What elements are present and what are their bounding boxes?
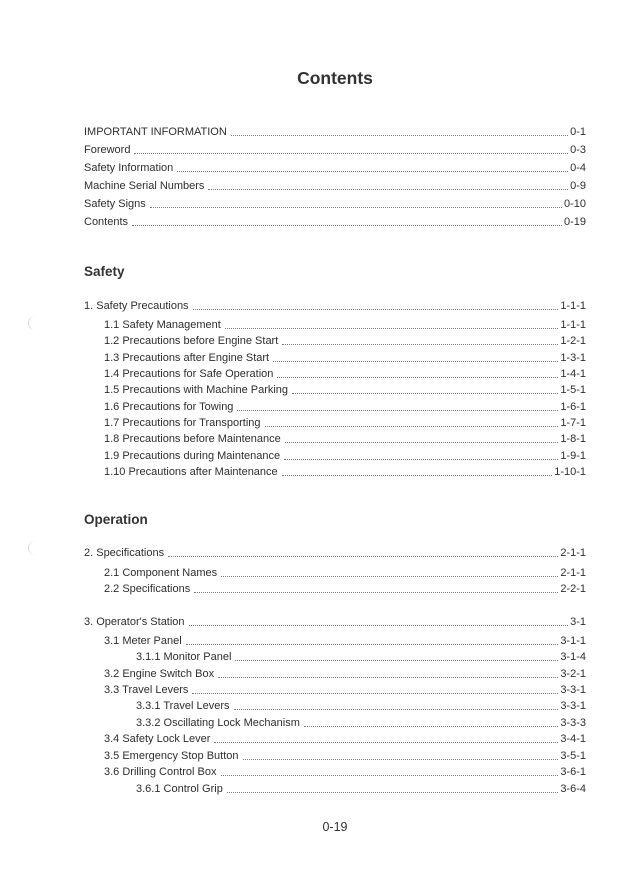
toc-entry-page: 3-5-1	[560, 750, 586, 762]
toc-entry-title: 3.6 Drilling Control Box	[104, 766, 217, 778]
dot-leader	[168, 555, 558, 557]
toc-entry-title: 2. Specifications	[84, 547, 165, 559]
dot-leader	[186, 643, 559, 645]
toc-entry	[84, 545, 586, 560]
toc-entry-page: 3-3-1	[560, 684, 586, 696]
toc-entry-page: 0-10	[563, 198, 586, 210]
toc-entry-page: 1-4-1	[560, 368, 586, 380]
toc-entry	[104, 731, 586, 746]
toc-entry-title: 1.8 Precautions before Maintenance	[104, 433, 281, 445]
toc-entry	[84, 298, 586, 313]
toc-entry-page: 2-1-1	[560, 547, 586, 559]
toc-entry-title: 3. Operator's Station	[84, 616, 185, 628]
toc-entry-title: Foreword	[84, 144, 131, 156]
toc-entry-title: 3.4 Safety Lock Lever	[104, 733, 211, 745]
toc-entry-title: 3.1.1 Monitor Panel	[136, 651, 232, 663]
toc-entry-page: 1-7-1	[560, 417, 586, 429]
toc-entry-title: 3.3 Travel Levers	[104, 684, 189, 696]
toc-entry	[104, 350, 586, 365]
toc-entry	[136, 698, 586, 713]
toc-entry-page: 1-5-1	[560, 384, 586, 396]
section-heading-operation: Operation	[84, 512, 148, 527]
toc-entry-title: 2.2 Specifications	[104, 583, 191, 595]
dot-leader	[231, 134, 568, 136]
toc-entry	[136, 649, 586, 664]
dot-leader	[150, 206, 562, 208]
dot-leader	[177, 170, 568, 172]
toc-entry	[104, 748, 586, 763]
dot-leader	[194, 591, 558, 593]
toc-entry-page: 3-1	[570, 616, 586, 628]
toc-entry-title: Machine Serial Numbers	[84, 180, 205, 192]
toc-entry	[104, 448, 586, 463]
dot-leader	[218, 676, 558, 678]
toc-entry-title: 3.1 Meter Panel	[104, 635, 182, 647]
toc-entry-title: Safety Information	[84, 162, 174, 174]
toc-entry-page: 1-1-1	[560, 319, 586, 331]
toc-entry-page: 3-1-1	[560, 635, 586, 647]
toc-entry-title: 2.1 Component Names	[104, 567, 218, 579]
toc-entry-title: 1.6 Precautions for Towing	[104, 401, 234, 413]
dot-leader	[292, 392, 558, 394]
page-number: 0-19	[322, 820, 348, 834]
dot-leader	[221, 774, 559, 776]
toc-entry	[136, 715, 586, 730]
toc-entry-page: 1-9-1	[560, 450, 586, 462]
toc-entry-title: 3.6.1 Control Grip	[136, 783, 223, 795]
toc-entry	[84, 614, 586, 629]
toc-entry-title: 3.5 Emergency Stop Button	[104, 750, 239, 762]
toc-entry-page: 0-9	[570, 180, 586, 192]
toc-entry-title: 3.2 Engine Switch Box	[104, 668, 215, 680]
toc-entry-page: 3-3-1	[560, 700, 586, 712]
toc-entry-title: 1. Safety Precautions	[84, 300, 189, 312]
dot-leader	[284, 458, 558, 460]
toc-entry	[104, 581, 586, 596]
dot-leader	[273, 360, 558, 362]
toc-entry-page: 0-19	[563, 216, 586, 228]
toc-entry	[104, 317, 586, 332]
toc-entry-page: 1-3-1	[560, 352, 586, 364]
toc-entry-page: 1-8-1	[560, 433, 586, 445]
toc-entry-title: 1.7 Precautions for Transporting	[104, 417, 261, 429]
dot-leader	[304, 725, 558, 727]
toc-entry-title: 1.5 Precautions with Machine Parking	[104, 384, 289, 396]
toc-entry	[104, 565, 586, 580]
dot-leader	[132, 224, 562, 226]
toc-entry	[104, 382, 586, 397]
toc-entry	[136, 781, 586, 796]
dot-leader	[243, 758, 559, 760]
dot-leader	[237, 409, 558, 411]
dot-leader	[282, 343, 558, 345]
section-heading-safety: Safety	[84, 264, 125, 279]
toc-entry-page: 2-1-1	[560, 567, 586, 579]
toc-entry-page: 0-1	[570, 126, 586, 138]
toc-entry-page: 1-1-1	[560, 300, 586, 312]
toc-entry	[104, 682, 586, 697]
toc-entry-page: 3-3-3	[560, 717, 586, 729]
toc-entry	[104, 764, 586, 779]
dot-leader	[208, 188, 568, 190]
toc-entry	[104, 366, 586, 381]
dot-leader	[285, 441, 559, 443]
toc-entry	[84, 124, 586, 139]
toc-entry-page: 3-6-1	[560, 766, 586, 778]
dot-leader	[193, 308, 559, 310]
toc-entry-page: 0-4	[570, 162, 586, 174]
toc-entry-page: 1-6-1	[560, 401, 586, 413]
toc-entry-page: 3-2-1	[560, 668, 586, 680]
toc-entry-page: 3-6-4	[560, 783, 586, 795]
toc-entry	[84, 160, 586, 175]
dot-leader	[235, 659, 558, 661]
toc-entry-title: Safety Signs	[84, 198, 146, 210]
toc-entry-page: 3-4-1	[560, 733, 586, 745]
page-title: Contents	[297, 68, 373, 88]
toc-entry-title: Contents	[84, 216, 129, 228]
toc-entry	[104, 464, 586, 479]
dot-leader	[189, 624, 569, 626]
dot-leader	[192, 692, 558, 694]
toc-entry-title: 1.10 Precautions after Maintenance	[104, 466, 278, 478]
toc-entry-page: 0-3	[570, 144, 586, 156]
toc-entry-title: 3.3.1 Travel Levers	[136, 700, 230, 712]
toc-entry-title: 1.4 Precautions for Safe Operation	[104, 368, 274, 380]
toc-entry-title: 1.1 Safety Management	[104, 319, 221, 331]
toc-entry	[104, 415, 586, 430]
toc-entry-title: 3.3.2 Oscillating Lock Mechanism	[136, 717, 300, 729]
dot-leader	[134, 152, 568, 154]
toc-entry-title: 1.9 Precautions during Maintenance	[104, 450, 281, 462]
dot-leader	[221, 575, 558, 577]
dot-leader	[225, 327, 559, 329]
toc-entry	[84, 142, 586, 157]
toc-entry	[104, 333, 586, 348]
toc-entry-title: 1.2 Precautions before Engine Start	[104, 335, 279, 347]
dot-leader	[234, 708, 559, 710]
toc-entry-page: 2-2-1	[560, 583, 586, 595]
toc-entry	[104, 633, 586, 648]
dot-leader	[265, 425, 559, 427]
dot-leader	[214, 741, 558, 743]
toc-entry	[104, 666, 586, 681]
toc-entry	[104, 431, 586, 446]
toc-entry	[84, 196, 586, 211]
toc-entry-page: 1-10-1	[554, 466, 586, 478]
toc-entry	[84, 214, 586, 229]
dot-leader	[282, 474, 553, 476]
toc-entry	[84, 178, 586, 193]
toc-entry-page: 1-2-1	[560, 335, 586, 347]
toc-entry-title: 1.3 Precautions after Engine Start	[104, 352, 270, 364]
toc-entry-title: IMPORTANT INFORMATION	[84, 126, 227, 138]
toc-entry-page: 3-1-4	[560, 651, 586, 663]
dot-leader	[227, 791, 558, 793]
toc-entry	[104, 399, 586, 414]
dot-leader	[277, 376, 558, 378]
